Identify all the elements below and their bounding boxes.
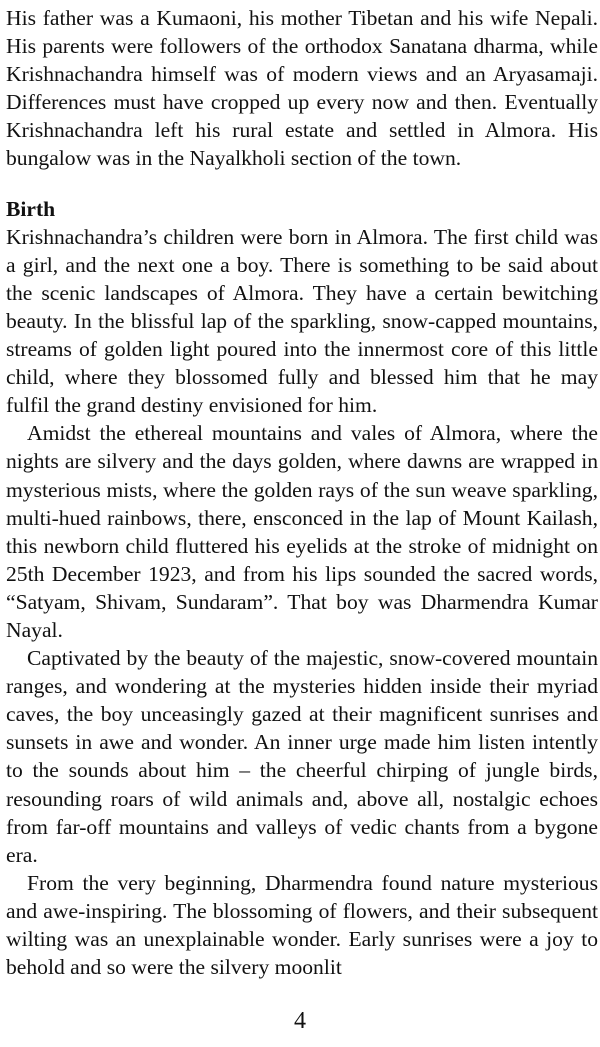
paragraph-birth-4: From the very beginning, Dharmendra found nature mysterious and awe-inspiring. The blossoming of flowers, and their subsequent wilting was an unexplainable wonder. Early sunrises were a joy to behold and so were the silvery moonlit [6,870,598,980]
section-spacer [6,173,598,195]
paragraph-intro: His father was a Kumaoni, his mother Tibetan and his wife Nepali. His parents were followers of the orthodox Sanatana dharma, while Krishnachandra himself was of modern views and an Aryasamaji. Differences must have cropped up every now and then. Eventually Krishnachandra left his rural estate and settled in Almora. His bungalow was in the Nayalkholi section of the town. [6,6,598,171]
page-number: 4 [294,1008,306,1034]
paragraph-birth-1: Krishnachandra’s children were born in Almora. The first child was a girl, and the next one a boy. There is something to be said about the scenic landscapes of Almora. They have a certain bewitching beauty. In the blissful lap of the sparkling, snow-capped mountains, streams of golden light poured into the innermost core of this little child, where they blossomed fully and blessed him that he may fulfil the grand destiny envisioned for him. [6,224,598,418]
book-page [6,4,598,981]
paragraph-birth-2: Amidst the ethereal mountains and vales of Almora, where the nights are silvery and the days golden, where dawns are wrapped in mysterious mists, where the golden rays of the sun weave sparkling, multi-hued rainbows, there, ensconced in the lap of Mount Kailash, this newborn child fluttered his eyelids at the stroke of midnight on 25th December 1923, and from his lips sounded the sacred words, “Satyam, Shivam, Sundaram”. That boy was Dharmendra Kumar Nayal. [6,421,598,642]
section-heading-birth: Birth [6,196,56,221]
paragraph-birth-3: Captivated by the beauty of the majestic, snow-covered mountain ranges, and wondering at the mysteries hidden inside their myriad caves, the boy unceasingly gazed at their magnificent sunrises and sunsets in awe and wonder. An inner urge made him listen intently to the sounds about him – the cheerful chirping of jungle birds, resounding roars of wild animals and, above all, nostalgic echoes from far-off mountains and valleys of vedic chants from a bygone era. [6,646,598,867]
